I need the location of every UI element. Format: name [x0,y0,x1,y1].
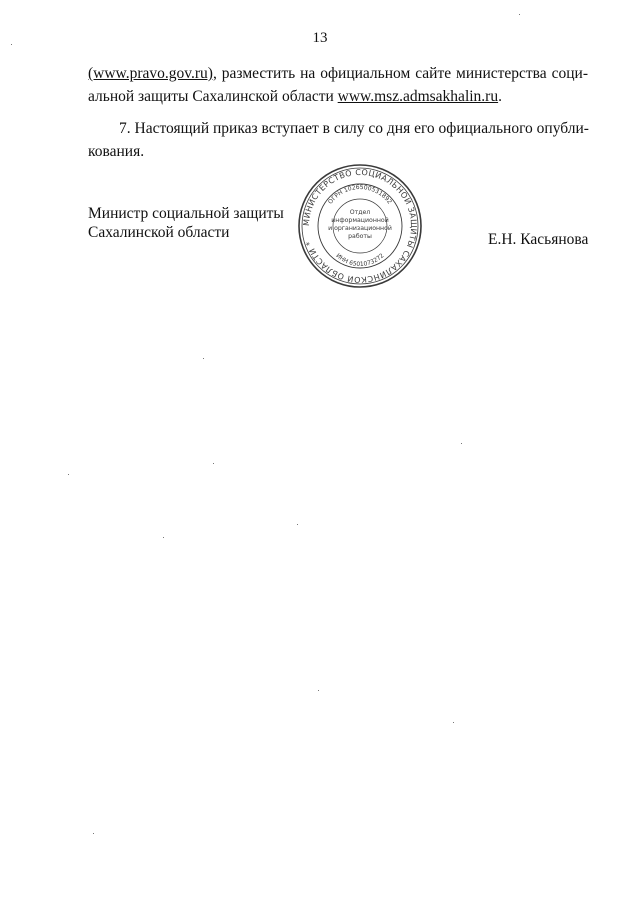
paragraph-line [88,85,588,108]
signatory-name: Е.Н. Касьянова [488,231,589,248]
paragraph-text: , разместить на официальном сайте министерства соци- [212,65,588,82]
signatory-title [88,204,284,242]
scan-speck [453,722,454,723]
seal-inn-text: ИНН 6501073272 [334,252,386,269]
paragraph-text: . [498,88,502,105]
seal-outer-text: МИНИСТЕРСТВО СОЦИАЛЬНОЙ ЗАЩИТЫ САХАЛИНСКОЙ ОБЛАСТИ * [301,167,419,285]
seal-center-text: и организационной [328,225,392,232]
scan-speck [93,833,94,834]
signatory-title-line: Министр социальной защиты [88,205,284,222]
signatory-title-line: Сахалинской области [88,224,230,241]
paragraph-line: кования. [88,143,145,160]
seal-center-text: Отдел [349,209,371,216]
paragraph-text: альной защиты Сахалинской области [88,88,338,105]
scan-speck [519,14,520,15]
official-seal [296,162,424,290]
seal-center-text: работы [348,233,372,240]
scan-speck [213,463,214,464]
svg-text:ОГРН 1026500531892 [327,184,393,206]
pravo-link[interactable]: (www.pravo.gov.ru) [88,65,213,82]
paragraph-effective-date [88,117,588,163]
msz-link[interactable]: www.msz.admsakhalin.ru [337,88,499,105]
seal-ogrn-text: ОГРН 1026500531892 [326,183,394,206]
scan-speck [68,474,69,475]
scan-speck [203,358,204,359]
paragraph-publication [88,62,588,108]
scan-speck [163,537,164,538]
svg-text:ИНН 6501073272 [334,252,385,268]
scan-speck [318,690,319,691]
paragraph-line [88,62,588,85]
page-number: 13 [312,30,328,46]
paragraph-line: 7. Настоящий приказ вступает в силу со дня его официального опубли- [119,120,589,137]
scan-speck [297,524,298,525]
scan-speck [461,443,462,444]
seal-center-text: информационной [331,217,389,224]
scan-speck [11,44,12,45]
